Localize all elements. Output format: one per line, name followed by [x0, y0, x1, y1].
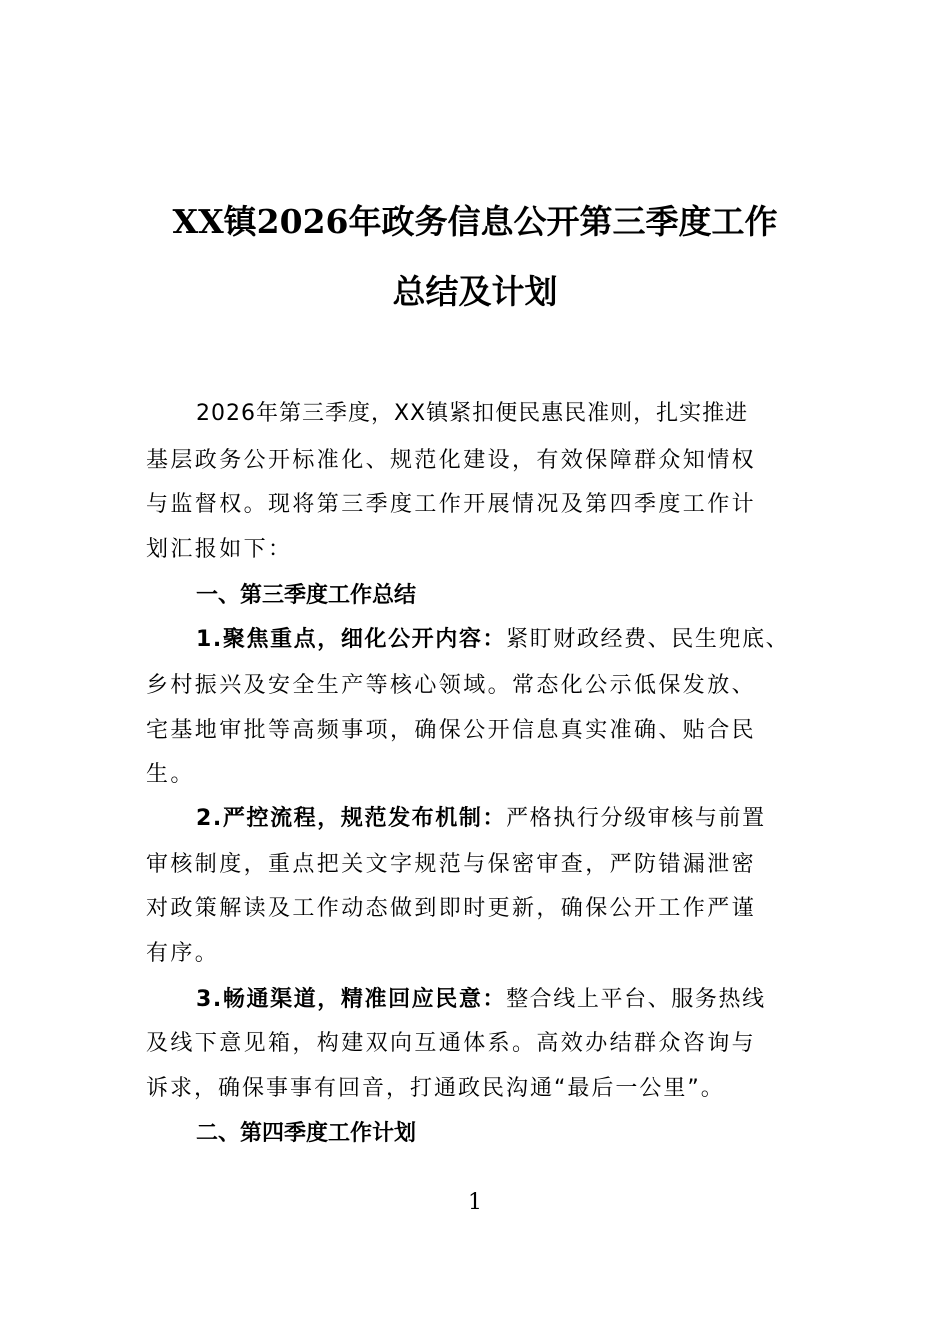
section-heading-summary: 一、第三季度工作总结 [196, 583, 417, 608]
item-3-lead: 3.畅通渠道，精准回应民意： [196, 987, 507, 1012]
item-1-lead: 1.聚焦重点，细化公开内容： [196, 627, 507, 652]
item-2-lead: 2.严控流程，规范发布机制： [196, 806, 507, 831]
item-1-line-4: 生。 [146, 762, 195, 787]
item-2-line-3: 对政策解读及工作动态做到即时更新，确保公开工作严谨 [146, 896, 757, 921]
intro-line-4: 划汇报如下： [146, 537, 293, 562]
item-1-first-line [196, 625, 789, 655]
intro-line-2: 基层政务公开标准化、规范化建设，有效保障群众知情权 [146, 448, 757, 473]
item-2-line-2: 审核制度，重点把关文字规范与保密审查，严防错漏泄密 [146, 852, 757, 877]
item-1-line-3: 宅基地审批等高频事项，确保公开信息真实准确、贴合民 [146, 718, 757, 743]
item-2-first-line [196, 804, 766, 834]
item-3-first-line [196, 985, 766, 1015]
intro-line-3: 与监督权。现将第三季度工作开展情况及第四季度工作计 [146, 492, 757, 517]
item-2-line-4: 有序。 [146, 941, 220, 966]
item-3-line-2: 及线下意见箱，构建双向互通体系。高效办结群众咨询与 [146, 1031, 757, 1056]
item-3-line-1-text: 整合线上平台、服务热线 [506, 987, 766, 1012]
item-1-line-1-text: 紧盯财政经费、民生兜底、 [506, 627, 790, 652]
document-title-line-1: XX镇2026年政务信息公开第三季度工作 [172, 202, 778, 241]
item-2-line-1-text: 严格执行分级审核与前置 [506, 806, 766, 831]
page-number: 1 [468, 1190, 482, 1215]
document-title-line-2: 总结及计划 [392, 272, 558, 311]
item-3-line-3: 诉求，确保事事有回音，打通政民沟通“最后一公里”。 [146, 1076, 725, 1101]
intro-line-1: 2026年第三季度，XX镇紧扣便民惠民准则，扎实推进 [196, 401, 749, 426]
section-heading-plan: 二、第四季度工作计划 [196, 1121, 417, 1146]
item-1-line-2: 乡村振兴及安全生产等核心领域。常态化公示低保发放、 [146, 673, 757, 698]
